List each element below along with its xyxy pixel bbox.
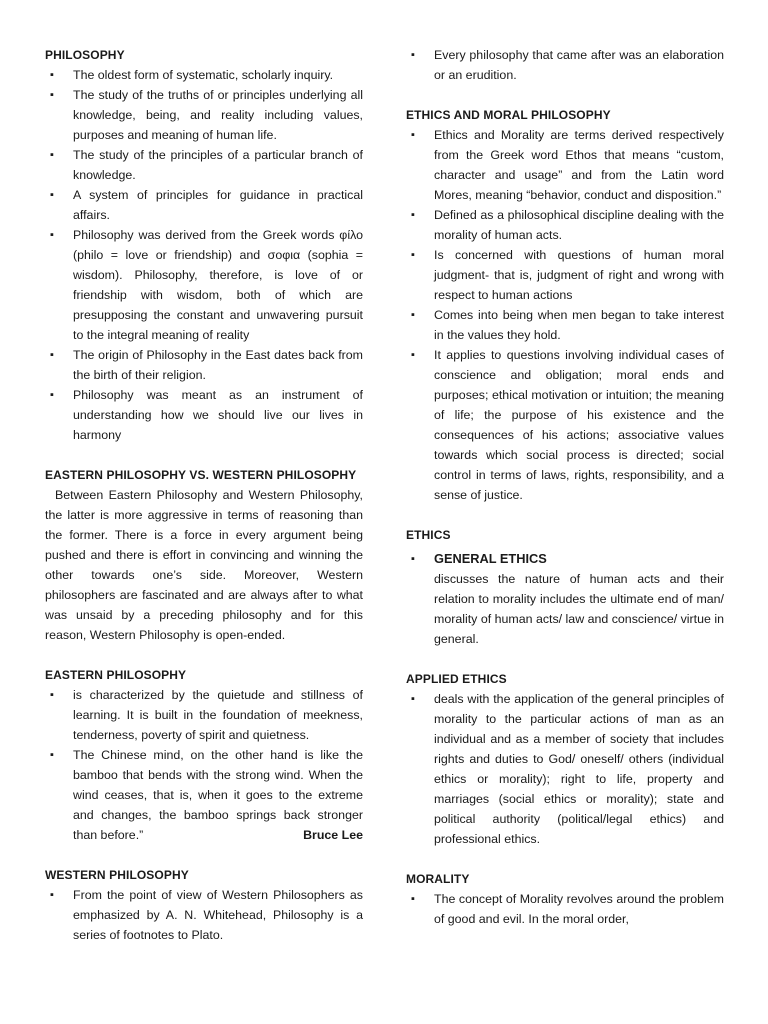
western-philosophy-continued: [406, 45, 724, 85]
list-item: ▪ From the point of view of Western Philosophers as emphasized by A. N. Whitehead, Philosophy is a series of footnotes to Plato.: [45, 885, 363, 945]
list-item: ▪ The study of the truths of or principles underlying all knowledge, being, and reality including values, purposes and meaning of human life.: [45, 85, 363, 145]
list-item: ▪ It applies to questions involving individual cases of conscience and obligation; moral ends and purposes; ethical motivation or intuition; the meaning of life; the purpose of his existence and the consequences of his actions; associative values towards which social process is directed; social control in terms of laws, rights, responsibility, and a sense of justice.: [406, 345, 724, 505]
list-item: ▪ A system of principles for guidance in practical affairs.: [45, 185, 363, 225]
list-item: ▪ Philosophy was derived from the Greek words φίλο (philo = love or friendship) and σοφια (sophia = wisdom). Philosophy, therefore, is love of or friendship with wisdom, both of which are presupposing the constant and unwavering pursuit to the integral meaning of reality: [45, 225, 363, 345]
list-item: ▪ The origin of Philosophy in the East dates back from the birth of their religion.: [45, 345, 363, 385]
eastern-philosophy-heading: EASTERN PHILOSOPHY: [45, 668, 187, 682]
ethics-moral-section: [406, 105, 724, 505]
general-ethics-label: GENERAL ETHICS: [434, 551, 547, 566]
left-column: [45, 45, 363, 945]
ethics-heading: ETHICS: [406, 528, 451, 542]
list-item: ▪ The concept of Morality revolves around the problem of good and evil. In the moral order,: [406, 889, 724, 929]
eastern-philosophy-list: [45, 685, 363, 845]
quote-author: Bruce Lee: [303, 828, 363, 842]
list-item: [45, 745, 363, 845]
list-item: ▪ Every philosophy that came after was an elaboration or an erudition.: [406, 45, 724, 85]
western-philosophy-list: [45, 885, 363, 945]
list-item: ▪ is characterized by the quietude and stillness of learning. It is built in the foundation of meekness, tenderness, poverty of spirit and quietness.: [45, 685, 363, 745]
western-continued-list: [406, 45, 724, 85]
list-item: ▪ Is concerned with questions of human moral judgment- that is, judgment of right and wrong with respect to human actions: [406, 245, 724, 305]
ethics-section: [406, 525, 724, 649]
general-ethics-text: discusses the nature of human acts and their relation to morality includes the ultimate end of man/ morality of human acts/ law and conscience/ virtue in general.: [434, 572, 724, 646]
list-item: [406, 549, 724, 569]
morality-section: [406, 869, 724, 929]
east-vs-west-paragraph: Between Eastern Philosophy and Western Philosophy, the latter is more aggressive in terms of reasoning than the former. There is a force in every argument being pushed and there is effort in convincing and winning the other towards one’s side. Moreover, Western philosophers are fascinated and are always after to what was unsaid by a preceding philosophy and for this reason, Western Philosophy is open-ended.: [45, 488, 363, 642]
morality-list: [406, 889, 724, 929]
east-vs-west-heading: EASTERN PHILOSOPHY VS. WESTERN PHILOSOPHY: [45, 468, 357, 482]
right-column: [406, 45, 724, 929]
list-item: ▪ Defined as a philosophical discipline dealing with the morality of human acts.: [406, 205, 724, 245]
east-vs-west-section: [45, 465, 363, 645]
applied-ethics-list: [406, 689, 724, 849]
list-item: ▪ The study of the principles of a particular branch of knowledge.: [45, 145, 363, 185]
ethics-moral-list: [406, 125, 724, 505]
list-item: ▪ Comes into being when men began to take interest in the values they hold.: [406, 305, 724, 345]
applied-ethics-heading: APPLIED ETHICS: [406, 672, 507, 686]
ethics-list: [406, 549, 724, 569]
philosophy-section: [45, 45, 363, 445]
morality-heading: MORALITY: [406, 872, 470, 886]
eastern-philosophy-section: [45, 665, 363, 845]
list-item: ▪ The oldest form of systematic, scholarly inquiry.: [45, 65, 363, 85]
philosophy-list: [45, 65, 363, 445]
western-philosophy-heading: WESTERN PHILOSOPHY: [45, 868, 189, 882]
list-item: ▪ Philosophy was meant as an instrument of understanding how we should live our lives in harmony: [45, 385, 363, 445]
bamboo-quote: The Chinese mind, on the other hand is like the bamboo that bends with the strong wind. When the wind ceases, that is, when it goes to the extreme and changes, the bamboo springs back stronger than before.”: [73, 748, 363, 842]
list-item: ▪ deals with the application of the general principles of morality to the particular actions of man as an individual and as a member of society that includes rights and duties to God/ oneself/ others (individual ethics or morality); right to life, property and marriages (social ethics or morality); state and political authority (political/legal ethics) and professional ethics.: [406, 689, 724, 849]
western-philosophy-section: [45, 865, 363, 945]
list-item: ▪ Ethics and Morality are terms derived respectively from the Greek word Ethos that means “custom, character and usage” and from the Latin word Mores, meaning “behavior, conduct and disposition.”: [406, 125, 724, 205]
applied-ethics-section: [406, 669, 724, 849]
philosophy-heading: PHILOSOPHY: [45, 48, 125, 62]
ethics-moral-heading: ETHICS AND MORAL PHILOSOPHY: [406, 108, 611, 122]
